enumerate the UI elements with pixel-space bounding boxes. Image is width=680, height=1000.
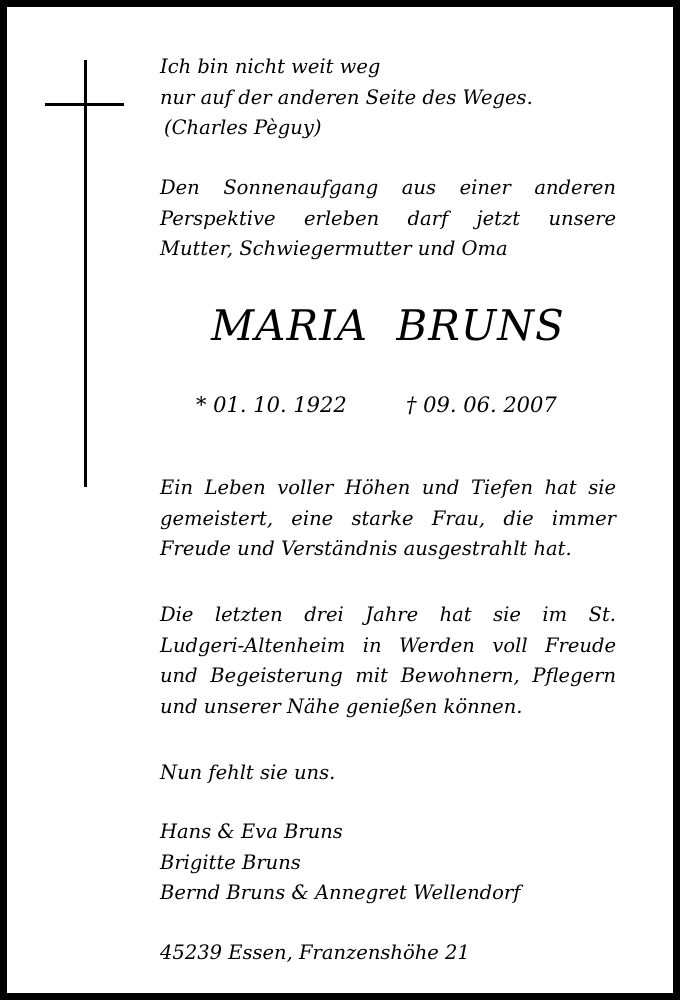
mourner-name: Bernd Bruns & Annegret Wellendorf <box>160 881 521 904</box>
last-years-line: und unserer Nähe genießen können. <box>160 694 523 718</box>
intro-line: Perspektive erleben darf jetzt unsere <box>160 206 616 230</box>
birth-date: * 01. 10. 1922 <box>196 393 347 417</box>
mourner-name: Hans & Eva Bruns <box>160 820 343 843</box>
cross-horizontal-bar <box>45 103 124 106</box>
address-text: 45239 Essen, Franzenshöhe 21 <box>160 941 470 964</box>
intro-line: Mutter, Schwiegermutter und Oma <box>160 237 508 260</box>
quote-block <box>160 52 616 144</box>
deceased-name: MARIA BRUNS <box>211 301 565 350</box>
tribute-line: Freude und Verständnis ausgestrahlt hat. <box>160 537 572 560</box>
quote-line: nur auf der anderen Seite des Weges. <box>160 85 533 109</box>
intro-line: Den Sonnenaufgang aus einer anderen <box>160 176 616 199</box>
last-years-paragraph <box>160 600 616 722</box>
death-date: † 09. 06. 2007 <box>406 393 557 417</box>
last-years-line: Ludgeri-Altenheim in Werden voll Freude <box>160 633 616 657</box>
tribute-line: gemeistert, eine starke Frau, die immer <box>160 506 616 530</box>
tribute-paragraph <box>160 473 616 565</box>
quote-line: Ich bin nicht weit weg <box>160 55 381 78</box>
mourners-list <box>160 817 616 909</box>
closing-text: Nun fehlt sie uns. <box>160 761 336 784</box>
tribute-line: Ein Leben voller Höhen und Tiefen hat sie <box>160 476 616 499</box>
last-years-line: und Begeisterung mit Bewohnern, Pflegern <box>160 664 616 687</box>
intro-paragraph <box>160 173 616 265</box>
closing-line <box>160 758 616 789</box>
mourner-name: Brigitte Bruns <box>160 850 301 874</box>
last-years-line: Die letzten drei Jahre hat sie im St. <box>160 603 616 626</box>
address-line <box>160 938 616 969</box>
cross-vertical-bar <box>84 60 87 487</box>
quote-author: (Charles Pèguy) <box>164 116 322 139</box>
